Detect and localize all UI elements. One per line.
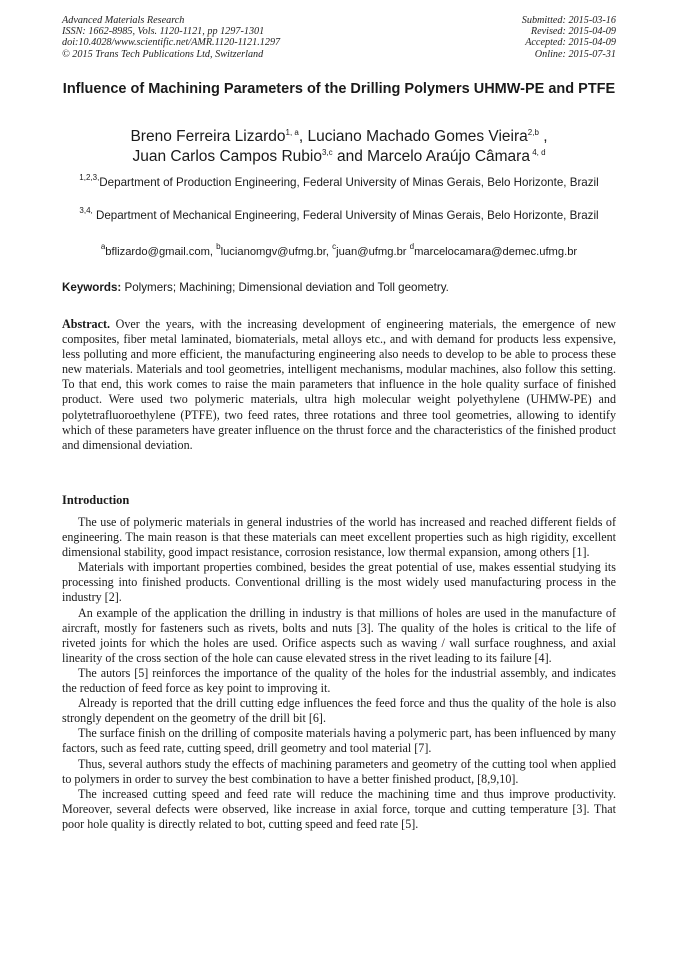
author-superscript: 4, d: [529, 148, 546, 157]
paragraph: Thus, several authors study the effects of machining parameters and geometry of the cutting tool when applied to polymers in order to survey the best combination to have a better finished product, [8,9,10].: [62, 756, 616, 786]
email-superscript: d: [409, 242, 415, 251]
author-superscript: 2,b: [527, 128, 539, 137]
introduction-body: [62, 515, 616, 832]
author-separator: ,: [538, 128, 548, 145]
paragraph: The surface finish on the drilling of composite materials having a polymeric part, has been influenced by many factors, such as feed rate, cutting speed, drill geometry and tool material [7].: [62, 726, 616, 756]
date-revised: Revised: 2015-04-09: [530, 26, 616, 38]
journal-issn: ISSN: 1662-8985, Vols. 1120-1121, pp 1297-1301: [62, 26, 265, 38]
section-heading-introduction: Introduction: [62, 493, 130, 507]
journal-doi: doi:10.4028/www.scientific.net/AMR.1120-1121.1297: [62, 37, 281, 49]
paragraph: The autors [5] reinforces the importance of the quality of the holes for the industrial assembly, and indicates the reduction of feed force as key point to improving it.: [62, 665, 616, 696]
abstract-text: Over the years, with the increasing development of engineering materials, the emergence of new composites, fiber metal laminated, biomaterials, metal alloys etc., and with demand for products less expensive, less polluting and more efficient, the manufacturing engineering also needs to develop to be able to process these new materials. Materials and tool geometries, intelligent mechanisms, modular machines, also follow this setting. To that end, this work comes to raise the main parameters that influence in the hole quality surface of finished product. Were used two polymeric materials, ultra high molecular weight polyethylene (UHMW-PE) and polytetrafluoroethylene (PTFE), two feed rates, three rotations and three tool geometries, allowing to identify which of these parameters have greater influence on the thrust force and the characteristics of the finished product and dimensional deviation.: [62, 317, 616, 452]
date-submitted: Submitted: 2015-03-16: [521, 15, 616, 26]
email-address: marcelocamara@demec.ufmg.br: [414, 246, 578, 258]
paragraph: The use of polymeric materials in general industries of the world has increased and reached different fields of engineering. The main reason is that these materials can meet excellent properties such as high rigidity, excellent dimensional stability, good impact resistance, corrosion resistance, low thermal expansion, among others [1].: [62, 515, 616, 560]
affiliation-2: [70, 208, 608, 224]
author-line-2: [62, 147, 616, 167]
journal-copyright: © 2015 Trans Tech Publications Ltd, Switzerland: [62, 48, 264, 60]
date-online: Online: 2015-07-31: [534, 48, 616, 60]
affiliation-text: Department of Mechanical Engineering, Federal University of Minas Gerais, Belo Horizonte, Brazil: [92, 209, 599, 222]
paragraph: The increased cutting speed and feed rate will reduce the machining time and thus improve productivity. Moreover, several defects were observed, like increase in axial force, torque and cutting temperature [3]. That poor hole quality is directly related to bot, cutting speed and feed rate [5].: [62, 786, 616, 831]
email-superscript: a: [100, 242, 106, 251]
affiliation-superscript: 3,4,: [79, 206, 93, 215]
keywords: [62, 281, 616, 295]
author-name: , Luciano Machado Gomes Vieira: [298, 128, 528, 145]
author-emails: [62, 242, 616, 259]
author-superscript: 3,c: [322, 148, 333, 157]
affiliation-text: Department of Production Engineering, Federal University of Minas Gerais, Belo Horizonte, Brazil: [99, 176, 599, 189]
keywords-label: Keywords:: [62, 281, 122, 294]
email-address: bflizardo@gmail.com,: [105, 246, 217, 258]
email-superscript: c: [332, 242, 337, 251]
author-line-1: [62, 127, 616, 147]
author-superscript: 1, a: [285, 128, 299, 137]
affiliation-1: [70, 175, 608, 191]
author-name: Breno Ferreira Lizardo: [130, 128, 286, 145]
author-list: [62, 127, 616, 167]
paragraph: Materials with important properties combined, besides the great potential of use, makes essential studying its processing into finished products. Conventional drilling is the most widely used manufacturing process in the industry [2].: [62, 560, 616, 605]
paragraph: Already is reported that the drill cutting edge influences the feed force and thus the quality of the hole is also strongly dependent on the geometry of the drill bit [6].: [62, 696, 616, 726]
author-name: and Marcelo Araújo Câmara: [332, 148, 530, 165]
journal-name: Advanced Materials Research: [62, 15, 185, 26]
abstract-label: Abstract.: [62, 317, 111, 331]
affiliation-superscript: 1,2,3,: [79, 173, 100, 182]
email-address: juan@ufmg.br: [336, 246, 410, 258]
email-superscript: b: [216, 242, 221, 251]
author-name: Juan Carlos Campos Rubio: [132, 148, 322, 165]
email-address: lucianomgv@ufmg.br,: [220, 246, 333, 258]
date-accepted: Accepted: 2015-04-09: [525, 37, 616, 49]
keywords-text: Polymers; Machining; Dimensional deviation and Toll geometry.: [121, 281, 449, 294]
journal-header-right: [522, 15, 616, 60]
abstract: [62, 317, 616, 453]
journal-header-left: [62, 15, 280, 60]
paragraph: An example of the application the drilling in industry is that millions of holes are used in the manufacture of aircraft, mostly for fasteners such as rivets, bolts and nuts [3]. The quality of the holes is critical to the life of riveted joints for which the holes are used. Orifice aspects such as waving / wall surface roughness, and axial linearity of the cross section of the hole can cause elevated stress in the rivet leading to its failure [4].: [62, 605, 616, 665]
paper-title: Influence of Machining Parameters of the Drilling Polymers UHMW-PE and PTFE: [62, 81, 616, 97]
